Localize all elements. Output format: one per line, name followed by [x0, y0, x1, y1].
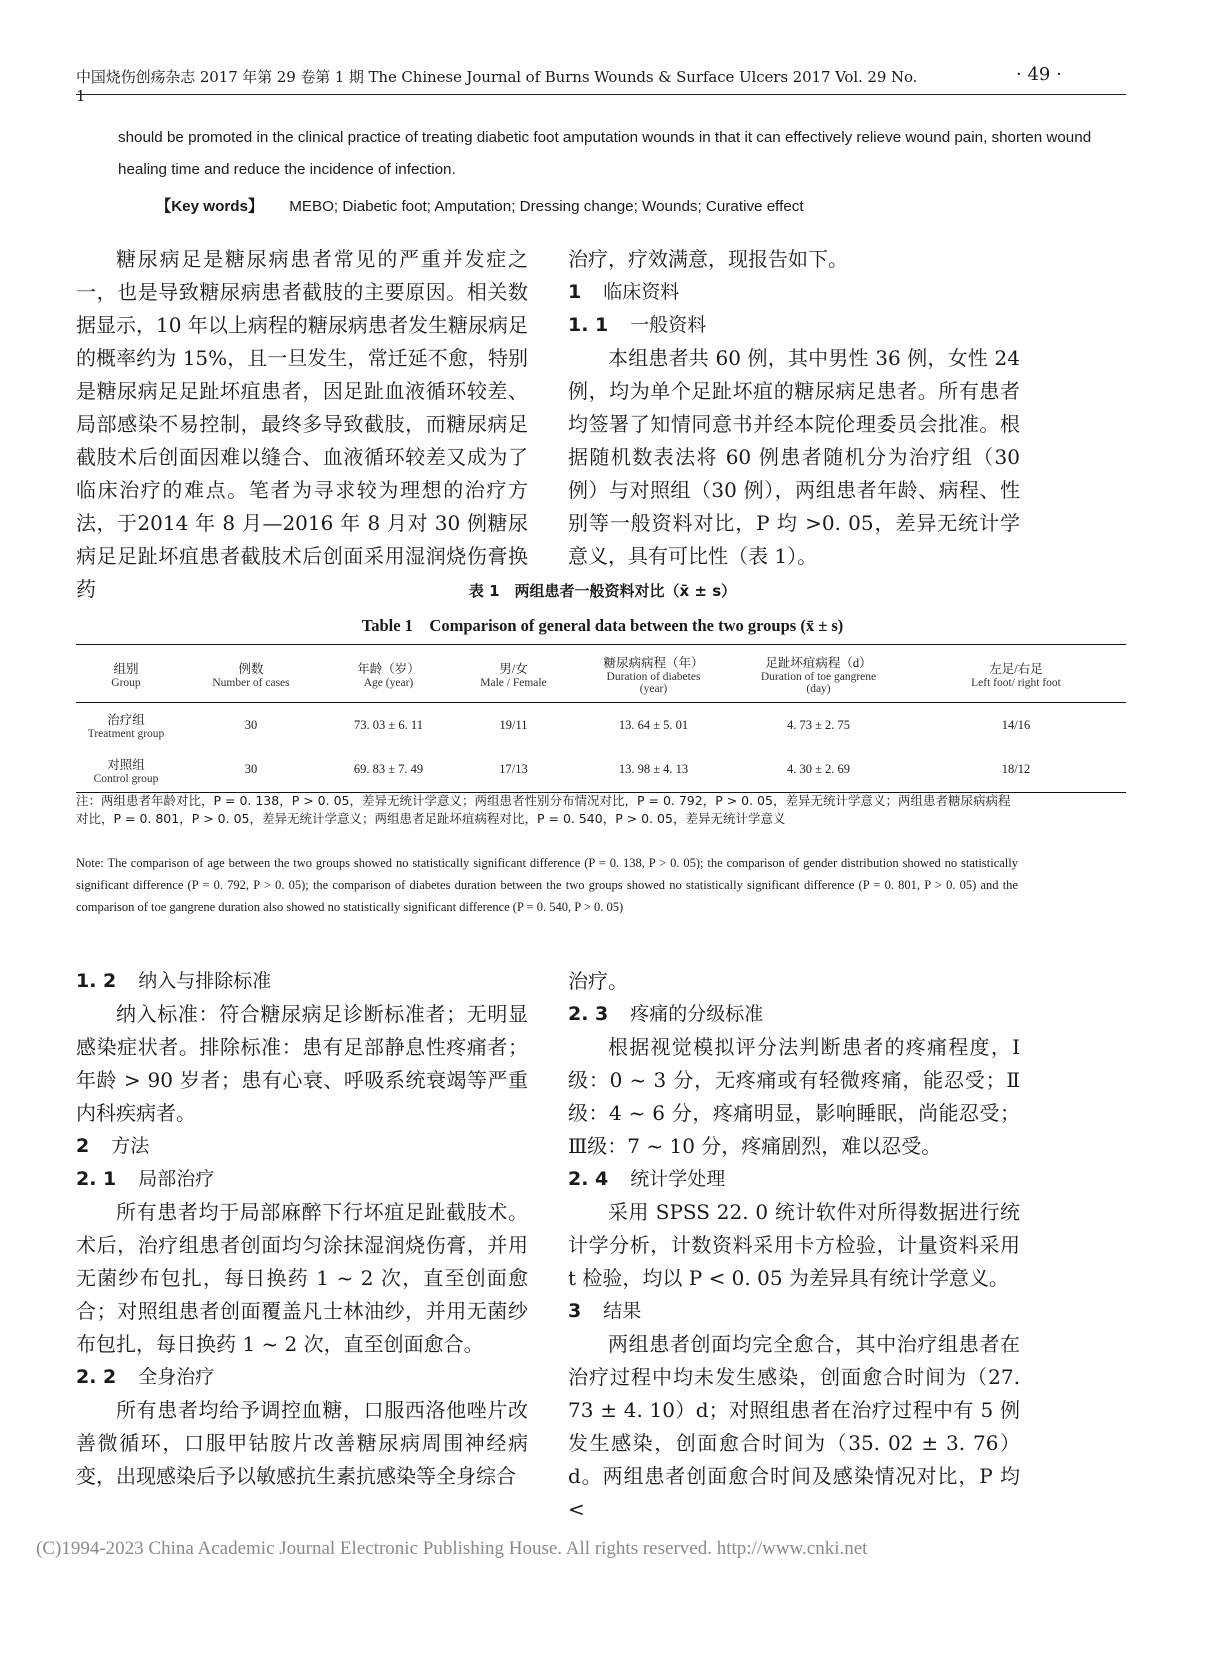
section-2-2-continuation: 治疗。	[568, 969, 628, 993]
right-column-top	[568, 243, 1020, 573]
left-column-bottom	[76, 965, 528, 1493]
table-cell: 14/16	[1001, 717, 1031, 732]
running-head: 中国烧伤创疡杂志 2017 年第 29 卷第 1 期 The Chinese Journal of Burns Wounds & Surface Ulcers 2017 Vol. 29 No. 1	[76, 68, 918, 105]
section-2-1-heading	[76, 1163, 528, 1196]
table-cell: 4. 30 ± 2. 69	[731, 748, 906, 793]
header-cell: 例数 Number of cases	[176, 645, 326, 703]
section-1-1-heading	[568, 309, 1020, 342]
section-1-heading	[568, 276, 1020, 309]
header-rule	[76, 94, 1126, 95]
table-cell: 69. 83 ± 7. 49	[326, 748, 451, 793]
right-column-bottom	[568, 965, 1020, 1526]
header-cell: 糖尿病病程（年） Duration of diabetes (year)	[576, 645, 731, 703]
section-number: 1	[568, 281, 582, 303]
section-number: 3	[568, 1300, 582, 1322]
section-2-2-heading	[76, 1361, 528, 1394]
intro-continuation: 治疗，疗效满意，现报告如下。	[568, 247, 848, 271]
page-number: · 49 ·	[1016, 64, 1062, 85]
section-2-2-paragraph: 所有患者均给予调控血糖，口服西洛他唑片改善微循环，口服甲钴胺片改善糖尿病周围神经病变，出现感染后予以敏感抗生素抗感染等全身综合	[76, 1398, 528, 1488]
table-cell: 对照组 Control group	[76, 748, 176, 793]
section-title: 方法	[111, 1135, 150, 1157]
keywords-text: MEBO; Diabetic foot; Amputation; Dressing change; Wounds; Curative effect	[289, 198, 804, 215]
table-row	[76, 703, 1126, 748]
table-row	[76, 748, 1126, 793]
table-cell: 17/13	[451, 748, 576, 793]
header-cell: 男/女 Male / Female	[451, 645, 576, 703]
section-2-3-heading	[568, 998, 1020, 1031]
section-number: 2. 1	[76, 1168, 117, 1190]
section-2-heading	[76, 1130, 528, 1163]
table-cell: 18/12	[906, 748, 1126, 793]
table-header-row	[76, 645, 1126, 703]
table-cell: 13. 98 ± 4. 13	[576, 748, 731, 793]
section-number: 2. 2	[76, 1366, 117, 1388]
table-cell: 治疗组 Treatment group	[87, 713, 165, 741]
table-cell: 30	[244, 717, 258, 732]
section-1-2-heading	[76, 965, 528, 998]
intro-paragraph: 糖尿病足是糖尿病患者常见的严重并发症之一，也是导致糖尿病患者截肢的主要原因。相关数据显示，10 年以上病程的糖尿病患者发生糖尿病足的概率约为 15%，且一旦发生，常迁延不愈，特别是糖尿病足足趾坏疽患者，因足趾血液循环较差、局部感染不易控制，最终多导致截肢，而糖尿病足截肢术后创面因难以缝合、血液循环较差又成为了临床治疗的难点。笔者为寻求较为理想的治疗方法，于2014 年 8 月—2016 年 8 月对 30 例糖尿病足足趾坏疽患者截肢术后创面采用湿润烧伤膏换药	[76, 247, 528, 601]
table-caption-zh: 表 1 两组患者一般资料对比（x̄ ± s）	[468, 582, 737, 600]
table-note-zh: 注：两组患者年龄对比，P = 0. 138，P > 0. 05，差异无统计学意义；两组患者性别分布情况对比，P = 0. 792，P > 0. 05，差异无统计学意义；两组患者糖尿病病程对比，P = 0. 801，P > 0. 05，差异无统计学意义；两组患者足趾坏疽病程对比，P = 0. 540，P > 0. 05，差异无统计学意义	[76, 793, 1011, 826]
table-cell: 13. 64 ± 5. 01	[618, 717, 689, 732]
section-number: 1. 2	[76, 970, 117, 992]
section-2-3-paragraph: 根据视觉模拟评分法判断患者的疼痛程度，Ⅰ级：0 ~ 3 分，无疼痛或有轻微疼痛，能忍受；Ⅱ级：4 ~ 6 分，疼痛明显，影响睡眠，尚能忍受；Ⅲ级：7 ~ 10 分，疼痛剧烈，难以忍受。	[568, 1035, 1020, 1158]
table-caption-en: Table 1 Comparison of general data between the two groups (x̄ ± s)	[361, 616, 844, 635]
section-1-1-paragraph: 本组患者共 60 例，其中男性 36 例，女性 24 例，均为单个足趾坏疽的糖尿病足患者。所有患者均签署了知情同意书并经本院伦理委员会批准。根据随机数表法将 60 例患者随机分为治疗组（30 例）与对照组（30 例），两组患者年龄、病程、性别等一般资料对比，P 均 >0. 05，差异无统计学意义，具有可比性（表 1）。	[568, 346, 1020, 568]
header-cell: 年龄（岁） Age (year)	[326, 645, 451, 703]
copyright-footer: (C)1994-2023 China Academic Journal Electronic Publishing House. All rights reserved. http://www.cnki.net	[36, 1538, 868, 1559]
header-cell: 足趾坏疽病程（d） Duration of toe gangrene (day)	[731, 645, 906, 703]
section-title: 纳入与排除标准	[138, 970, 272, 992]
section-title: 全身治疗	[138, 1366, 215, 1388]
keywords-row	[156, 195, 1136, 216]
table-cell: 4. 73 ± 2. 75	[786, 717, 851, 732]
header-cell: 左足/右足 Left foot/ right foot	[906, 645, 1126, 703]
section-number: 2	[76, 1135, 90, 1157]
section-title: 统计学处理	[630, 1168, 726, 1190]
table-1	[76, 644, 1126, 793]
section-number: 2. 4	[568, 1168, 609, 1190]
section-title: 一般资料	[630, 314, 707, 336]
section-title: 结果	[603, 1300, 642, 1322]
section-3-heading	[568, 1295, 1020, 1328]
keywords-label: 【Key words】	[156, 198, 264, 215]
section-number: 2. 3	[568, 1003, 609, 1025]
section-title: 局部治疗	[138, 1168, 215, 1190]
table-cell: 73. 03 ± 6. 11	[354, 717, 423, 732]
section-2-1-paragraph: 所有患者均于局部麻醉下行坏疽足趾截肢术。术后，治疗组患者创面均匀涂抹湿润烧伤膏，并用无菌纱布包扎，每日换药 1 ~ 2 次，直至创面愈合；对照组患者创面覆盖凡士林油纱，并用无菌纱布包扎，每日换药 1 ~ 2 次，直至创面愈合。	[76, 1200, 528, 1356]
table-cell: 19/11	[499, 717, 528, 732]
section-2-4-heading	[568, 1163, 1020, 1196]
table-note-en: Note: The comparison of age between the two groups showed no statistically significant difference (P = 0. 138, P > 0. 05); the comparison of gender distribution showed no statistically significant difference (P = 0. 792, P > 0. 05); the comparison of diabetes duration between the two groups showed no statistically significant difference (P = 0. 801, P > 0. 05) and the comparison of toe gangrene duration also showed no statistically significant difference (P = 0. 540, P > 0. 05)	[76, 856, 1018, 914]
section-1-2-paragraph: 纳入标准：符合糖尿病足诊断标准者；无明显感染症状者。排除标准：患有足部静息性疼痛者；年龄 > 90 岁者；患有心衰、呼吸系统衰竭等严重内科疾病者。	[76, 1002, 528, 1125]
section-3-paragraph: 两组患者创面均完全愈合，其中治疗组患者在治疗过程中均未发生感染，创面愈合时间为（27. 73 ± 4. 10）d；对照组患者在治疗过程中有 5 例发生感染，创面愈合时间为（35. 02 ± 3. 76）d。两组患者创面愈合时间及感染情况对比，P 均 <	[568, 1332, 1020, 1521]
section-number: 1. 1	[568, 314, 609, 336]
table-cell: 30	[176, 748, 326, 793]
left-column-top	[76, 243, 528, 606]
section-title: 临床资料	[603, 281, 680, 303]
abstract-en-text: should be promoted in the clinical practice of treating diabetic foot amputation wounds in that it can effectively relieve wound pain, shorten wound healing time and reduce the incidence of infection.	[118, 129, 1092, 178]
header-cell: 组别 Group	[76, 645, 176, 703]
section-title: 疼痛的分级标准	[630, 1003, 764, 1025]
section-2-4-paragraph: 采用 SPSS 22. 0 统计软件对所得数据进行统计学分析，计数资料采用卡方检验，计量资料采用 t 检验，均以 P < 0. 05 为差异具有统计学意义。	[568, 1200, 1020, 1290]
